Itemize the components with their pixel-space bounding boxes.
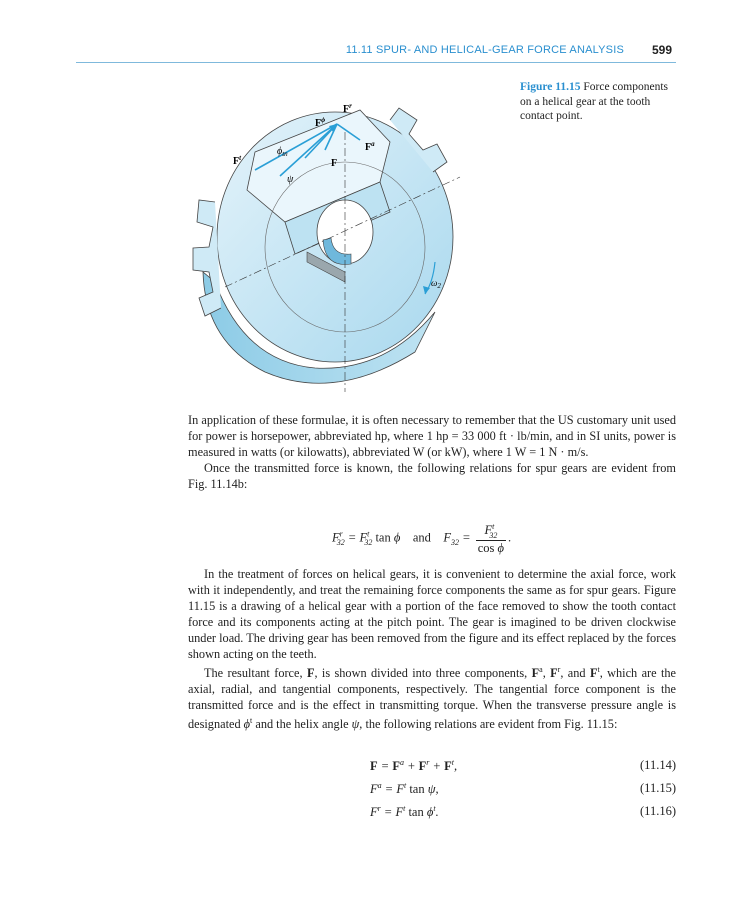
label-F: F	[331, 158, 338, 169]
equation-11-14: $F = F^a + F^r + F^t$, (11.14)	[370, 758, 676, 774]
equation-number: (11.14)	[640, 758, 676, 772]
paragraph-transmitted-force: Once the transmitted force is known, the following relations for spur gears are evident from Fig. 11.14b:	[188, 461, 676, 491]
label-omega: $\omega_2$	[431, 278, 441, 290]
figure-caption	[520, 80, 680, 124]
caption-text: Force components on a helical gear at the tooth contact point.	[520, 81, 668, 122]
spur-eq-and: and	[412, 530, 431, 545]
equation-11-15: $F^a = F^t$ tan ψ, (11.15)	[370, 781, 676, 797]
paragraph-power-units: In application of these formulae, it is often necessary to remember that the US customary unit used for power is horsepower, abbreviated hp, where 1 hp = 33 000 ft · lb/min, and in SI units, power is measured in watts (or kilowatts), abbreviated W (or kW), where 1 W = 1 N · m/s.	[188, 413, 676, 459]
label-psi: ψ	[287, 174, 294, 185]
equation-number: (11.16)	[640, 804, 676, 818]
paragraph-helical-treatment: In the treatment of forces on helical gears, it is convenient to determine the axial force, work with it independently, and treat the remaining force components the same as for spur gears. Figure 11.15 is a drawing of a helical gear with a portion of the face removed to show the tooth contact force and its components acting at the pitch point. The gear is imagined to be driven clockwise under load. The driving gear has been removed from the figure and its effect replaced by the forces shown acting on the teeth.	[188, 567, 676, 661]
spur-gear-equations: $F^r_{32} = F^t_{32}$ tan ϕ and $F_{32}$ = $\frac{F^t_{32}}{\text{cos ϕ}}$ .	[332, 522, 512, 555]
caption-label: Figure 11.15	[520, 81, 581, 93]
page-header	[76, 42, 676, 63]
text-block-2	[188, 566, 676, 732]
label-Fphi: $F^\phi$	[315, 116, 326, 129]
label-Ft: $F^t$	[233, 154, 242, 167]
helical-gear-figure	[185, 72, 465, 392]
equation-number: (11.15)	[640, 781, 676, 795]
label-phi-tn: $\phi_{tn}$	[277, 146, 288, 158]
equation-11-16: $F^r = F^t$ $\tan \phi^t$. (11.16)	[370, 804, 676, 820]
running-head: 11.11 SPUR- AND HELICAL-GEAR FORCE ANALYSIS	[345, 44, 624, 56]
paragraph-resultant-force: The resultant force, F, is shown divided into three components, $F^a$, $F^r$, and $F^t$, which are the axial, radial, and tangential components, respectively. The tangential force component is the transmitted force and is the effect in transmitting torque. When the transverse pressure angle is designated $\phi^t$ and the helix angle ψ, the following relations are evident from Fig. 11.15:	[188, 665, 676, 732]
page-number: 599	[651, 43, 672, 57]
label-Fa: $F^a$	[365, 140, 375, 153]
text-block-1	[188, 412, 676, 492]
gear-illustration	[185, 72, 465, 392]
label-Fr: $F^r$	[343, 102, 352, 115]
